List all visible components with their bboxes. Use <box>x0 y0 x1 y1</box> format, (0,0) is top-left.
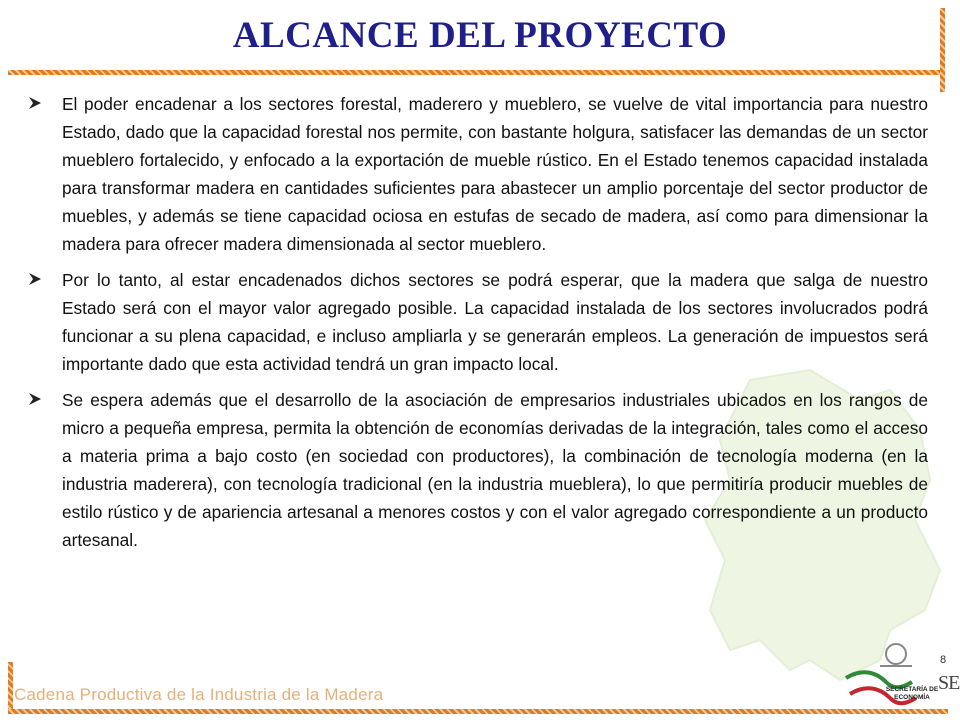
bottom-divider <box>8 709 948 714</box>
logo-mark: SE <box>938 672 960 694</box>
bullet-text: Por lo tanto, al estar encadenados dichos sectores se podrá esperar, que la madera que salga de nuestro Estado será con el mayor valor agregado posible. La capacidad instalada de los sectores involucrados podrá funcionar a su plena capacidad, e incluso ampliarla y se generarán empleos. La generación de impuestos será importante dado que esta actividad tendrá un gran impacto local. <box>62 270 928 374</box>
slide-title: ALCANCE DEL PROYECTO <box>232 15 728 56</box>
bullet-list <box>28 90 928 562</box>
bullet-text: El poder encadenar a los sectores forestal, maderero y mueblero, se vuelve de vital importancia para nuestro Estado, dado que la capacidad forestal nos permite, con bastante holgura, satisfacer las demandas de un sector mueblero fortalecido, y enfocado a la exportación de mueble rústico. En el Estado tenemos capacidad instalada para transformar madera en cantidades suficientes para abastecer un amplio porcentaje del sector productor de muebles, y además se tiene capacidad ociosa en estufas de secado de madera, así como para dimensionar la madera para ofrecer madera dimensionada al sector mueblero. <box>62 94 928 254</box>
arrow-bullet-icon <box>28 90 62 115</box>
bullet-item <box>28 266 928 378</box>
bullet-item <box>28 386 928 554</box>
logo-caption: SECRETARÍA DE ECONOMÍA <box>885 686 939 701</box>
bullet-item <box>28 90 928 258</box>
left-footer-divider <box>8 662 13 712</box>
page-number: 8 <box>940 654 947 666</box>
top-divider <box>8 70 944 75</box>
arrow-bullet-icon <box>28 266 62 291</box>
arrow-bullet-icon <box>28 386 62 411</box>
footer-text: Cadena Productiva de la Industria de la Madera <box>14 685 384 704</box>
bullet-text: Se espera además que el desarrollo de la asociación de empresarios industriales ubicados en los rangos de micro a pequeña empresa, permita la obtención de economías derivadas de la integración, tales como el acceso a materia prima a bajo costo (en sociedad con productores), la combinación de tecnología moderna (en la industria maderera), con tecnología tradicional (en la industria mueblera), lo que permitiría producir muebles de estilo rústico y de apariencia artesanal a menores costos y con el valor agregado correspondiente a un producto artesanal. <box>62 390 928 550</box>
right-divider <box>940 8 945 92</box>
